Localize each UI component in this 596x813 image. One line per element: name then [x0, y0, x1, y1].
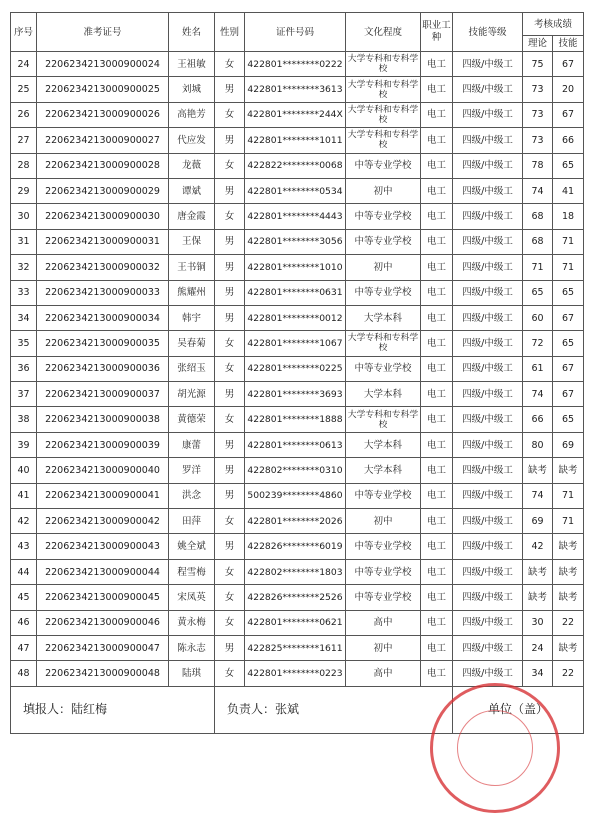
level-cell: 四级/中级工: [453, 432, 523, 457]
header-gender: 性别: [215, 13, 245, 52]
exam-no-cell: 2206234213000900024: [37, 52, 169, 77]
cert-no-cell: 422826********2526: [245, 585, 346, 610]
job-type-cell: 电工: [421, 559, 453, 584]
gender-cell: 女: [215, 52, 245, 77]
education-cell: 大学专科和专科学校: [346, 331, 421, 356]
cert-no-cell: 422801********1888: [245, 407, 346, 432]
skill-score-cell: 22: [553, 661, 584, 686]
theory-score-cell: 66: [523, 407, 553, 432]
gender-cell: 男: [215, 255, 245, 280]
table-row: [11, 559, 584, 584]
level-cell: 四级/中级工: [453, 77, 523, 102]
level-cell: 四级/中级工: [453, 407, 523, 432]
education-cell: 初中: [346, 178, 421, 203]
education-cell: 初中: [346, 635, 421, 660]
exam-no-cell: 2206234213000900034: [37, 305, 169, 330]
name-cell: 王书铜: [169, 255, 215, 280]
skill-score-cell: 20: [553, 77, 584, 102]
job-type-cell: 电工: [421, 432, 453, 457]
exam-no-cell: 2206234213000900048: [37, 661, 169, 686]
gender-cell: 男: [215, 280, 245, 305]
exam-no-cell: 2206234213000900042: [37, 509, 169, 534]
seq-cell: 34: [11, 305, 37, 330]
exam-no-cell: 2206234213000900044: [37, 559, 169, 584]
gender-cell: 男: [215, 128, 245, 153]
table-row: [11, 458, 584, 483]
theory-score-cell: 34: [523, 661, 553, 686]
seq-cell: 29: [11, 178, 37, 203]
job-type-cell: 电工: [421, 77, 453, 102]
seq-cell: 28: [11, 153, 37, 178]
seq-cell: 41: [11, 483, 37, 508]
exam-no-cell: 2206234213000900026: [37, 102, 169, 127]
theory-score-cell: 缺考: [523, 559, 553, 584]
gender-cell: 男: [215, 635, 245, 660]
exam-no-cell: 2206234213000900028: [37, 153, 169, 178]
exam-no-cell: 2206234213000900025: [37, 77, 169, 102]
job-type-cell: 电工: [421, 52, 453, 77]
cert-no-cell: 422801********0012: [245, 305, 346, 330]
job-type-cell: 电工: [421, 483, 453, 508]
table-row: [11, 77, 584, 102]
name-cell: 刘城: [169, 77, 215, 102]
name-cell: 宋凤英: [169, 585, 215, 610]
cert-no-cell: 422801********0534: [245, 178, 346, 203]
gender-cell: 男: [215, 458, 245, 483]
skill-score-cell: 66: [553, 128, 584, 153]
table-row: [11, 102, 584, 127]
seq-cell: 24: [11, 52, 37, 77]
level-cell: 四级/中级工: [453, 559, 523, 584]
skill-score-cell: 71: [553, 509, 584, 534]
cert-no-cell: 422822********0068: [245, 153, 346, 178]
table-row: [11, 255, 584, 280]
table-row: [11, 534, 584, 559]
table-row: [11, 305, 584, 330]
level-cell: 四级/中级工: [453, 458, 523, 483]
theory-score-cell: 73: [523, 77, 553, 102]
header-theory: 理论: [523, 36, 553, 52]
education-cell: 大学本科: [346, 305, 421, 330]
theory-score-cell: 42: [523, 534, 553, 559]
cert-no-cell: 500239********4860: [245, 483, 346, 508]
level-cell: 四级/中级工: [453, 204, 523, 229]
skill-score-cell: 65: [553, 407, 584, 432]
gender-cell: 女: [215, 559, 245, 584]
theory-score-cell: 68: [523, 229, 553, 254]
gender-cell: 男: [215, 382, 245, 407]
name-cell: 王祖敏: [169, 52, 215, 77]
job-type-cell: 电工: [421, 407, 453, 432]
name-cell: 熊耀州: [169, 280, 215, 305]
table-row: [11, 382, 584, 407]
table-row: [11, 331, 584, 356]
seq-cell: 36: [11, 356, 37, 381]
level-cell: 四级/中级工: [453, 356, 523, 381]
exam-no-cell: 2206234213000900039: [37, 432, 169, 457]
header-education: 文化程度: [346, 13, 421, 52]
cert-no-cell: 422801********1067: [245, 331, 346, 356]
header-skill: 技能: [553, 36, 584, 52]
table-row: [11, 432, 584, 457]
table-row: [11, 178, 584, 203]
level-cell: 四级/中级工: [453, 280, 523, 305]
theory-score-cell: 74: [523, 382, 553, 407]
filler-label: 填报人：陆红梅: [11, 686, 215, 733]
name-cell: 黄永梅: [169, 610, 215, 635]
level-cell: 四级/中级工: [453, 509, 523, 534]
job-type-cell: 电工: [421, 331, 453, 356]
level-cell: 四级/中级工: [453, 382, 523, 407]
exam-no-cell: 2206234213000900027: [37, 128, 169, 153]
job-type-cell: 电工: [421, 458, 453, 483]
table-row: [11, 52, 584, 77]
cert-no-cell: 422801********3613: [245, 77, 346, 102]
job-type-cell: 电工: [421, 280, 453, 305]
table-row: [11, 128, 584, 153]
level-cell: 四级/中级工: [453, 585, 523, 610]
seq-cell: 42: [11, 509, 37, 534]
header-seq: 序号: [11, 13, 37, 52]
job-type-cell: 电工: [421, 661, 453, 686]
gender-cell: 女: [215, 204, 245, 229]
education-cell: 大学本科: [346, 458, 421, 483]
education-cell: 中等专业学校: [346, 585, 421, 610]
theory-score-cell: 73: [523, 102, 553, 127]
table-row: [11, 610, 584, 635]
theory-score-cell: 71: [523, 255, 553, 280]
exam-no-cell: 2206234213000900035: [37, 331, 169, 356]
job-type-cell: 电工: [421, 128, 453, 153]
level-cell: 四级/中级工: [453, 128, 523, 153]
responsible-label: 负责人：张斌: [215, 686, 453, 733]
cert-no-cell: 422801********4443: [245, 204, 346, 229]
header-name: 姓名: [169, 13, 215, 52]
seq-cell: 45: [11, 585, 37, 610]
education-cell: 中等专业学校: [346, 559, 421, 584]
job-type-cell: 电工: [421, 382, 453, 407]
skill-score-cell: 71: [553, 255, 584, 280]
skill-score-cell: 71: [553, 483, 584, 508]
skill-score-cell: 67: [553, 52, 584, 77]
seq-cell: 40: [11, 458, 37, 483]
seq-cell: 46: [11, 610, 37, 635]
name-cell: 胡光源: [169, 382, 215, 407]
seq-cell: 27: [11, 128, 37, 153]
skill-score-cell: 缺考: [553, 585, 584, 610]
cert-no-cell: 422801********0621: [245, 610, 346, 635]
job-type-cell: 电工: [421, 229, 453, 254]
exam-no-cell: 2206234213000900031: [37, 229, 169, 254]
cert-no-cell: 422825********1611: [245, 635, 346, 660]
level-cell: 四级/中级工: [453, 255, 523, 280]
gender-cell: 男: [215, 178, 245, 203]
seq-cell: 43: [11, 534, 37, 559]
gender-cell: 男: [215, 432, 245, 457]
seq-cell: 26: [11, 102, 37, 127]
education-cell: 中等专业学校: [346, 534, 421, 559]
education-cell: 高中: [346, 661, 421, 686]
header-job-type: 职业工种: [421, 13, 453, 52]
skill-score-cell: 65: [553, 280, 584, 305]
exam-no-cell: 2206234213000900040: [37, 458, 169, 483]
level-cell: 四级/中级工: [453, 52, 523, 77]
education-cell: 大学专科和专科学校: [346, 407, 421, 432]
level-cell: 四级/中级工: [453, 153, 523, 178]
exam-no-cell: 2206234213000900030: [37, 204, 169, 229]
theory-score-cell: 缺考: [523, 585, 553, 610]
official-seal: [430, 683, 560, 813]
education-cell: 中等专业学校: [346, 204, 421, 229]
name-cell: 唐金霞: [169, 204, 215, 229]
gender-cell: 女: [215, 153, 245, 178]
gender-cell: 男: [215, 483, 245, 508]
cert-no-cell: 422801********0631: [245, 280, 346, 305]
name-cell: 程雪梅: [169, 559, 215, 584]
skill-score-cell: 67: [553, 102, 584, 127]
education-cell: 大学专科和专科学校: [346, 102, 421, 127]
gender-cell: 男: [215, 229, 245, 254]
skill-score-cell: 71: [553, 229, 584, 254]
skill-score-cell: 67: [553, 356, 584, 381]
score-sheet: [10, 12, 583, 734]
education-cell: 大学专科和专科学校: [346, 77, 421, 102]
name-cell: 田萍: [169, 509, 215, 534]
skill-score-cell: 41: [553, 178, 584, 203]
education-cell: 中等专业学校: [346, 356, 421, 381]
job-type-cell: 电工: [421, 204, 453, 229]
exam-no-cell: 2206234213000900037: [37, 382, 169, 407]
education-cell: 中等专业学校: [346, 280, 421, 305]
table-row: [11, 280, 584, 305]
table-row: [11, 407, 584, 432]
name-cell: 王保: [169, 229, 215, 254]
cert-no-cell: 422801********3056: [245, 229, 346, 254]
skill-score-cell: 65: [553, 153, 584, 178]
cert-no-cell: 422801********244X: [245, 102, 346, 127]
education-cell: 中等专业学校: [346, 153, 421, 178]
gender-cell: 男: [215, 305, 245, 330]
name-cell: 吴春菊: [169, 331, 215, 356]
skill-score-cell: 22: [553, 610, 584, 635]
table-row: [11, 204, 584, 229]
theory-score-cell: 68: [523, 204, 553, 229]
header-cert-no: 证件号码: [245, 13, 346, 52]
theory-score-cell: 缺考: [523, 458, 553, 483]
gender-cell: 女: [215, 407, 245, 432]
score-table: [10, 12, 584, 734]
job-type-cell: 电工: [421, 178, 453, 203]
theory-score-cell: 78: [523, 153, 553, 178]
table-body: [11, 52, 584, 687]
skill-score-cell: 缺考: [553, 635, 584, 660]
job-type-cell: 电工: [421, 509, 453, 534]
exam-no-cell: 2206234213000900032: [37, 255, 169, 280]
gender-cell: 女: [215, 356, 245, 381]
cert-no-cell: 422802********1803: [245, 559, 346, 584]
gender-cell: 女: [215, 331, 245, 356]
education-cell: 大学本科: [346, 382, 421, 407]
theory-score-cell: 74: [523, 178, 553, 203]
seq-cell: 35: [11, 331, 37, 356]
theory-score-cell: 61: [523, 356, 553, 381]
seq-cell: 30: [11, 204, 37, 229]
job-type-cell: 电工: [421, 635, 453, 660]
theory-score-cell: 72: [523, 331, 553, 356]
job-type-cell: 电工: [421, 356, 453, 381]
name-cell: 洪念: [169, 483, 215, 508]
cert-no-cell: 422802********0310: [245, 458, 346, 483]
cert-no-cell: 422801********0613: [245, 432, 346, 457]
name-cell: 代应发: [169, 128, 215, 153]
exam-no-cell: 2206234213000900029: [37, 178, 169, 203]
seq-cell: 25: [11, 77, 37, 102]
education-cell: 大学本科: [346, 432, 421, 457]
cert-no-cell: 422801********1010: [245, 255, 346, 280]
table-row: [11, 483, 584, 508]
job-type-cell: 电工: [421, 534, 453, 559]
table-row: [11, 229, 584, 254]
theory-score-cell: 60: [523, 305, 553, 330]
header-level: 技能等级: [453, 13, 523, 52]
skill-score-cell: 67: [553, 382, 584, 407]
seal-inner-ring: [457, 710, 533, 786]
job-type-cell: 电工: [421, 153, 453, 178]
name-cell: 姚全斌: [169, 534, 215, 559]
job-type-cell: 电工: [421, 585, 453, 610]
level-cell: 四级/中级工: [453, 534, 523, 559]
exam-no-cell: 2206234213000900041: [37, 483, 169, 508]
theory-score-cell: 30: [523, 610, 553, 635]
job-type-cell: 电工: [421, 610, 453, 635]
name-cell: 陈永志: [169, 635, 215, 660]
skill-score-cell: 缺考: [553, 534, 584, 559]
name-cell: 康蕾: [169, 432, 215, 457]
cert-no-cell: 422801********1011: [245, 128, 346, 153]
cert-no-cell: 422801********2026: [245, 509, 346, 534]
theory-score-cell: 69: [523, 509, 553, 534]
level-cell: 四级/中级工: [453, 483, 523, 508]
theory-score-cell: 75: [523, 52, 553, 77]
exam-no-cell: 2206234213000900036: [37, 356, 169, 381]
gender-cell: 女: [215, 102, 245, 127]
seq-cell: 31: [11, 229, 37, 254]
seq-cell: 39: [11, 432, 37, 457]
name-cell: 黄德荣: [169, 407, 215, 432]
education-cell: 大学专科和专科学校: [346, 52, 421, 77]
gender-cell: 女: [215, 610, 245, 635]
skill-score-cell: 缺考: [553, 458, 584, 483]
cert-no-cell: 422801********0222: [245, 52, 346, 77]
education-cell: 初中: [346, 509, 421, 534]
exam-no-cell: 2206234213000900046: [37, 610, 169, 635]
level-cell: 四级/中级工: [453, 635, 523, 660]
education-cell: 中等专业学校: [346, 229, 421, 254]
gender-cell: 男: [215, 77, 245, 102]
skill-score-cell: 69: [553, 432, 584, 457]
theory-score-cell: 65: [523, 280, 553, 305]
level-cell: 四级/中级工: [453, 102, 523, 127]
gender-cell: 男: [215, 534, 245, 559]
level-cell: 四级/中级工: [453, 229, 523, 254]
skill-score-cell: 67: [553, 305, 584, 330]
gender-cell: 女: [215, 661, 245, 686]
theory-score-cell: 73: [523, 128, 553, 153]
skill-score-cell: 65: [553, 331, 584, 356]
level-cell: 四级/中级工: [453, 661, 523, 686]
education-cell: 大学专科和专科学校: [346, 128, 421, 153]
theory-score-cell: 74: [523, 483, 553, 508]
job-type-cell: 电工: [421, 305, 453, 330]
seq-cell: 48: [11, 661, 37, 686]
seq-cell: 44: [11, 559, 37, 584]
table-row: [11, 635, 584, 660]
name-cell: 张绍玉: [169, 356, 215, 381]
exam-no-cell: 2206234213000900045: [37, 585, 169, 610]
theory-score-cell: 24: [523, 635, 553, 660]
level-cell: 四级/中级工: [453, 610, 523, 635]
name-cell: 罗洋: [169, 458, 215, 483]
level-cell: 四级/中级工: [453, 331, 523, 356]
seq-cell: 32: [11, 255, 37, 280]
skill-score-cell: 缺考: [553, 559, 584, 584]
level-cell: 四级/中级工: [453, 178, 523, 203]
education-cell: 高中: [346, 610, 421, 635]
name-cell: 谭斌: [169, 178, 215, 203]
seal-label: 单位（盖）: [453, 686, 584, 733]
header-score-group: 考核成绩: [523, 13, 584, 36]
exam-no-cell: 2206234213000900047: [37, 635, 169, 660]
cert-no-cell: 422826********6019: [245, 534, 346, 559]
header-exam-no: 准考证号: [37, 13, 169, 52]
seq-cell: 33: [11, 280, 37, 305]
gender-cell: 女: [215, 509, 245, 534]
job-type-cell: 电工: [421, 102, 453, 127]
name-cell: 高艳芳: [169, 102, 215, 127]
job-type-cell: 电工: [421, 255, 453, 280]
seq-cell: 37: [11, 382, 37, 407]
name-cell: 陆琪: [169, 661, 215, 686]
exam-no-cell: 2206234213000900043: [37, 534, 169, 559]
table-row: [11, 356, 584, 381]
table-row: [11, 509, 584, 534]
seq-cell: 38: [11, 407, 37, 432]
exam-no-cell: 2206234213000900038: [37, 407, 169, 432]
cert-no-cell: 422801********0225: [245, 356, 346, 381]
cert-no-cell: 422801********3693: [245, 382, 346, 407]
name-cell: 龙薇: [169, 153, 215, 178]
theory-score-cell: 80: [523, 432, 553, 457]
table-row: [11, 153, 584, 178]
table-row: [11, 585, 584, 610]
seq-cell: 47: [11, 635, 37, 660]
name-cell: 韩宇: [169, 305, 215, 330]
exam-no-cell: 2206234213000900033: [37, 280, 169, 305]
skill-score-cell: 18: [553, 204, 584, 229]
level-cell: 四级/中级工: [453, 305, 523, 330]
cert-no-cell: 422801********0223: [245, 661, 346, 686]
education-cell: 初中: [346, 255, 421, 280]
education-cell: 中等专业学校: [346, 483, 421, 508]
gender-cell: 女: [215, 585, 245, 610]
